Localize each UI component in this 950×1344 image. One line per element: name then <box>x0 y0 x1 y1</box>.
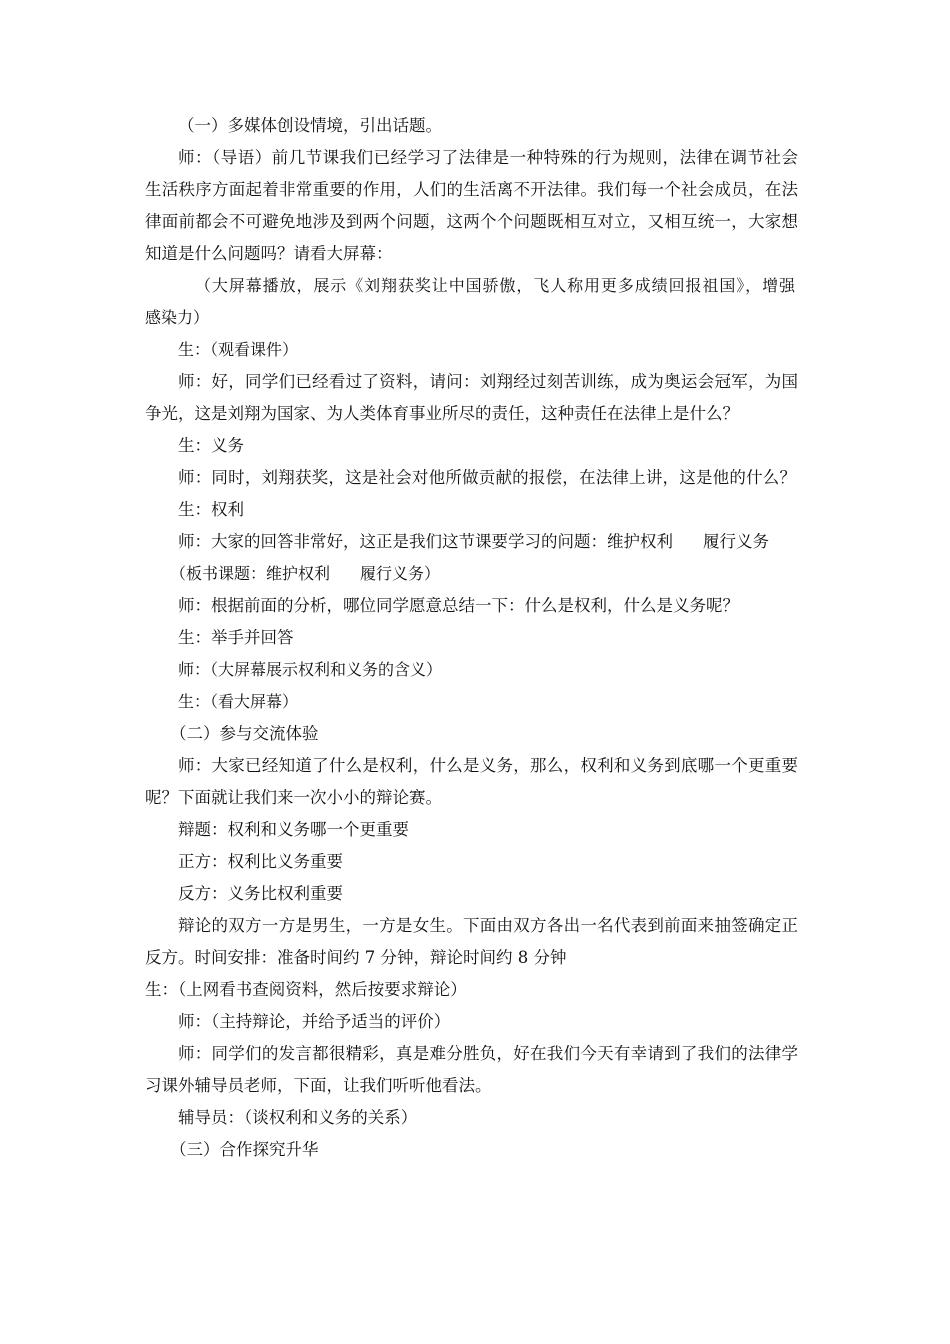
paragraph-line: 知道是什么问题吗？请看大屏幕： <box>145 244 393 263</box>
paragraph-line: 师：根据前面的分析，哪位同学愿意总结一下：什么是权利，什么是义务呢？ <box>178 596 739 615</box>
paragraph-line: 感染力） <box>145 308 210 327</box>
paragraph-line: 生：（观看课件） <box>178 340 299 359</box>
paragraph-text: 履行义务 <box>703 532 769 551</box>
paragraph-line: 律面前都会不可避免地涉及到两个问题，这两个个问题既相互对立，又相互统一，大家想 <box>145 212 798 231</box>
paragraph-line: 生活秩序方面起着非常重要的作用，人们的生活离不开法律。我们每一个社会成员，在法 <box>145 180 798 199</box>
paragraph-line: （大屏幕播放，展示《刘翔获奖让中国骄傲，飞人称用更多成绩回报祖国》，增强 <box>195 276 795 295</box>
paragraph-line: 习课外辅导员老师，下面，让我们听听他看法。 <box>145 1076 492 1095</box>
paragraph-line <box>170 564 830 584</box>
paragraph-line: 师：大家已经知道了什么是权利，什么是义务，那么，权利和义务到底哪一个更重要 <box>178 756 798 775</box>
paragraph-line: 师：（导语）前几节课我们已经学习了法律是一种特殊的行为规则，法律在调节社会 <box>178 148 798 167</box>
section-heading-3: （三）合作探究升华 <box>170 1140 319 1159</box>
section-heading-2: （二）参与交流体验 <box>170 724 319 743</box>
paragraph-line: 生：义务 <box>178 436 244 455</box>
paragraph-line: 呢？下面就让我们来一次小小的辩论赛。 <box>145 788 442 807</box>
paragraph-line: 辩题：权利和义务哪一个更重要 <box>178 820 409 839</box>
paragraph-line: 生：举手并回答 <box>178 628 294 647</box>
paragraph-line: 师：（大屏幕展示权利和义务的含义） <box>178 660 443 679</box>
paragraph-line: 生：（看大屏幕） <box>178 692 299 711</box>
paragraph-text: 履行义务） <box>360 564 441 583</box>
paragraph-line: 争光，这是刘翔为国家、为人类体育事业所尽的责任，这种责任在法律上是什么？ <box>145 404 739 423</box>
section-heading-1: （一）多媒体创设情境，引出话题。 <box>178 116 442 135</box>
paragraph-line: 师：好，同学们已经看过了资料，请问：刘翔经过刻苦训练，成为奥运会冠军，为国 <box>178 372 798 391</box>
paragraph-text: （板书课题：维护权利 <box>170 564 331 583</box>
paragraph-line: 生：（上网看书查阅资料，然后按要求辩论） <box>145 980 467 999</box>
paragraph-line: 生：权利 <box>178 500 244 519</box>
paragraph-line: 反方：义务比权利重要 <box>178 884 343 903</box>
paragraph-text: 师：大家的回答非常好，这正是我们这节课要学习的问题：维护权利 <box>178 532 673 551</box>
paragraph-line: 辩论的双方一方是男生，一方是女生。下面由双方各出一名代表到前面来抽签确定正 <box>178 916 798 935</box>
paragraph-line: 反方。时间安排：准备时间约 7 分钟，辩论时间约 8 分钟 <box>145 948 567 967</box>
paragraph-line: 正方：权利比义务重要 <box>178 852 343 871</box>
paragraph-line: 师：同时，刘翔获奖，这是社会对他所做贡献的报偿，在法律上讲，这是他的什么？ <box>178 468 796 487</box>
paragraph-line: 辅导员：（谈权利和义务的关系） <box>178 1108 418 1127</box>
paragraph-line: 师：同学们的发言都很精彩，真是难分胜负，好在我们今天有幸请到了我们的法律学 <box>178 1044 798 1063</box>
paragraph-line <box>178 532 838 552</box>
paragraph-line: 师：（主持辩论，并给予适当的评价） <box>178 1012 451 1031</box>
